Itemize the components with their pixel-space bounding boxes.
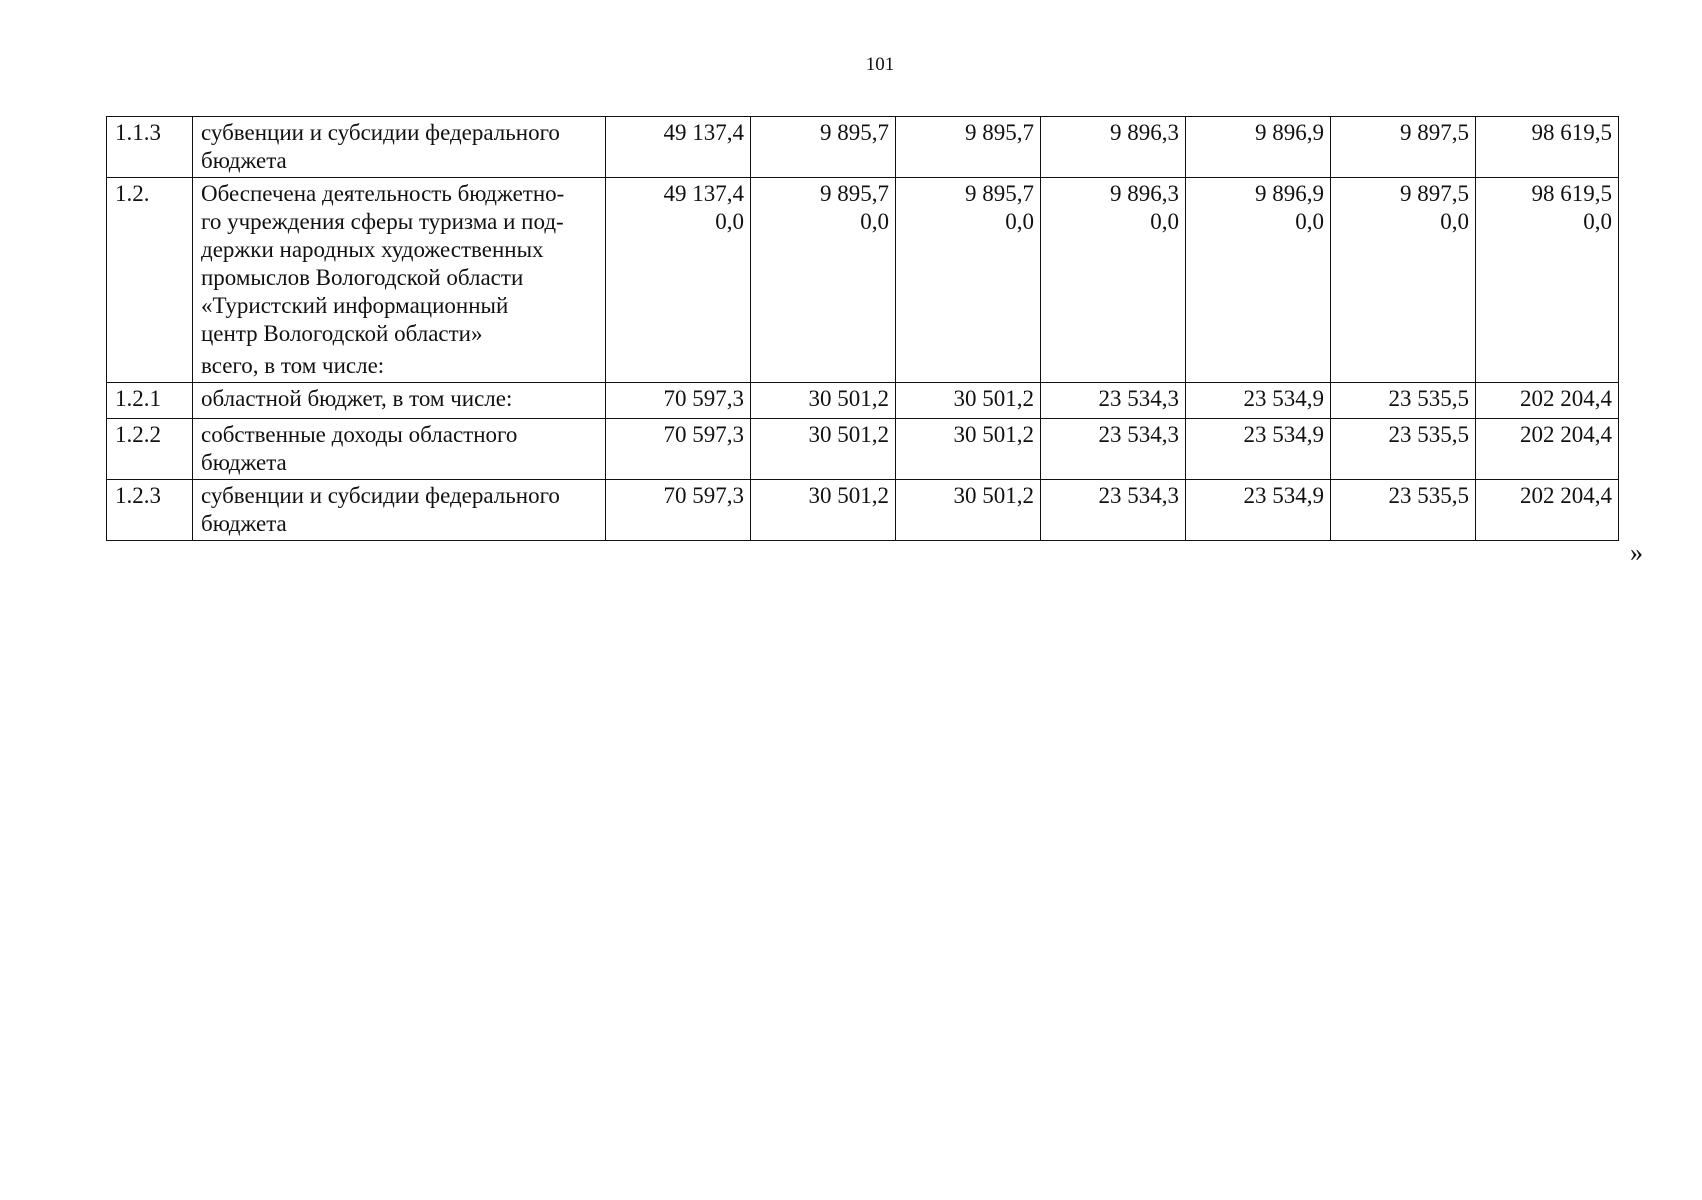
- value-text: 30 501,2: [953, 422, 1034, 447]
- value-cell: [751, 383, 896, 419]
- row-code: 1.2.1: [107, 383, 193, 419]
- value-text: 30 501,2: [953, 386, 1034, 411]
- value-cell: [1041, 178, 1186, 383]
- row-code: 1.1.3: [107, 117, 193, 178]
- value-cell: [896, 419, 1041, 480]
- row-code: 1.2.3: [107, 480, 193, 541]
- description-line: центр Вологодской области»: [201, 321, 483, 346]
- value-text: 0,0: [1295, 209, 1324, 234]
- budget-table: [106, 116, 1619, 541]
- value-text: 23 535,5: [1388, 483, 1469, 508]
- value-cell: [606, 178, 751, 383]
- value-cell: [896, 383, 1041, 419]
- value-cell: [1331, 480, 1476, 541]
- value-cell: [1331, 383, 1476, 419]
- value-text: 0,0: [1583, 209, 1612, 234]
- value-cell: [751, 419, 896, 480]
- row-description: [193, 178, 606, 383]
- table-row: [107, 178, 1619, 383]
- value-cell: [1186, 480, 1331, 541]
- value-text: 9 897,5: [1400, 181, 1469, 206]
- value-cell: [1186, 117, 1331, 178]
- description-line: Обеспечена деятельность бюджетно-: [201, 181, 565, 206]
- page-number: 101: [865, 54, 895, 75]
- value-cell: [606, 480, 751, 541]
- value-text: 9 896,3: [1110, 120, 1179, 145]
- value-cell: [1476, 117, 1619, 178]
- value-text: 0,0: [1150, 209, 1179, 234]
- value-cell: [1476, 419, 1619, 480]
- value-text: 9 896,9: [1255, 120, 1324, 145]
- value-cell: [751, 117, 896, 178]
- description-line: промыслов Вологодской области: [201, 265, 524, 290]
- description-line: бюджета: [201, 450, 287, 475]
- value-text: 9 897,5: [1400, 120, 1469, 145]
- value-cell: [1186, 419, 1331, 480]
- value-text: 30 501,2: [953, 483, 1034, 508]
- table-row: [107, 480, 1619, 541]
- value-cell: [606, 419, 751, 480]
- value-cell: [1476, 178, 1619, 383]
- value-text: 9 895,7: [820, 120, 889, 145]
- value-cell: [606, 117, 751, 178]
- description-line: бюджета: [201, 511, 287, 536]
- value-text: 9 896,9: [1255, 181, 1324, 206]
- value-text: 23 534,3: [1098, 386, 1179, 411]
- value-text: 0,0: [1005, 209, 1034, 234]
- row-code: 1.2.: [107, 178, 193, 383]
- description-line: «Туристский информационный: [201, 293, 509, 318]
- table-row: [107, 117, 1619, 178]
- table-row: [107, 419, 1619, 480]
- row-description: [193, 117, 606, 178]
- value-cell: [606, 383, 751, 419]
- value-text: 23 534,3: [1098, 483, 1179, 508]
- value-text: 49 137,4: [663, 181, 744, 206]
- row-description: [193, 419, 606, 480]
- value-text: 23 535,5: [1388, 386, 1469, 411]
- value-cell: [1476, 480, 1619, 541]
- value-cell: [1041, 383, 1186, 419]
- value-text: 23 534,9: [1243, 386, 1324, 411]
- value-text: 49 137,4: [663, 120, 744, 145]
- description-line: держки народных художественных: [201, 237, 544, 262]
- value-text: 30 501,2: [808, 422, 889, 447]
- value-text: 70 597,3: [663, 386, 744, 411]
- value-cell: [1186, 383, 1331, 419]
- description-line: областной бюджет, в том числе:: [201, 386, 513, 411]
- value-text: 9 896,3: [1110, 181, 1179, 206]
- value-text: 23 534,9: [1243, 483, 1324, 508]
- value-text: 23 535,5: [1388, 422, 1469, 447]
- description-line: субвенции и субсидии федерального: [201, 483, 560, 508]
- closing-quote-mark: »: [1630, 538, 1643, 567]
- value-text: 202 204,4: [1520, 483, 1612, 508]
- row-description: [193, 383, 606, 419]
- value-text: 70 597,3: [663, 422, 744, 447]
- description-line: бюджета: [201, 148, 287, 173]
- value-cell: [1041, 480, 1186, 541]
- value-cell: [896, 117, 1041, 178]
- value-text: 9 895,7: [965, 120, 1034, 145]
- value-text: 9 895,7: [820, 181, 889, 206]
- value-text: 23 534,9: [1243, 422, 1324, 447]
- value-cell: [1476, 383, 1619, 419]
- description-line: субвенции и субсидии федерального: [201, 120, 560, 145]
- value-text: 9 895,7: [965, 181, 1034, 206]
- value-text: 0,0: [860, 209, 889, 234]
- row-description: [193, 480, 606, 541]
- value-text: 30 501,2: [808, 483, 889, 508]
- value-cell: [1331, 178, 1476, 383]
- budget-table-body: [107, 117, 1619, 541]
- value-cell: [1041, 419, 1186, 480]
- table-row: [107, 383, 1619, 419]
- row-code: 1.2.2: [107, 419, 193, 480]
- value-cell: [1186, 178, 1331, 383]
- value-cell: [896, 480, 1041, 541]
- value-cell: [1331, 419, 1476, 480]
- value-cell: [896, 178, 1041, 383]
- value-text: 23 534,3: [1098, 422, 1179, 447]
- value-text: 0,0: [1440, 209, 1469, 234]
- value-text: 98 619,5: [1531, 181, 1612, 206]
- description-line: го учреждения сферы туризма и под-: [201, 209, 564, 234]
- description-total-label: всего, в том числе:: [201, 353, 385, 378]
- value-text: 202 204,4: [1520, 422, 1612, 447]
- value-text: 98 619,5: [1531, 120, 1612, 145]
- value-cell: [1331, 117, 1476, 178]
- value-cell: [751, 480, 896, 541]
- value-cell: [1041, 117, 1186, 178]
- value-text: 202 204,4: [1520, 386, 1612, 411]
- description-line: собственные доходы областного: [201, 422, 518, 447]
- value-text: 0,0: [715, 209, 744, 234]
- value-cell: [751, 178, 896, 383]
- value-text: 30 501,2: [808, 386, 889, 411]
- value-text: 70 597,3: [663, 483, 744, 508]
